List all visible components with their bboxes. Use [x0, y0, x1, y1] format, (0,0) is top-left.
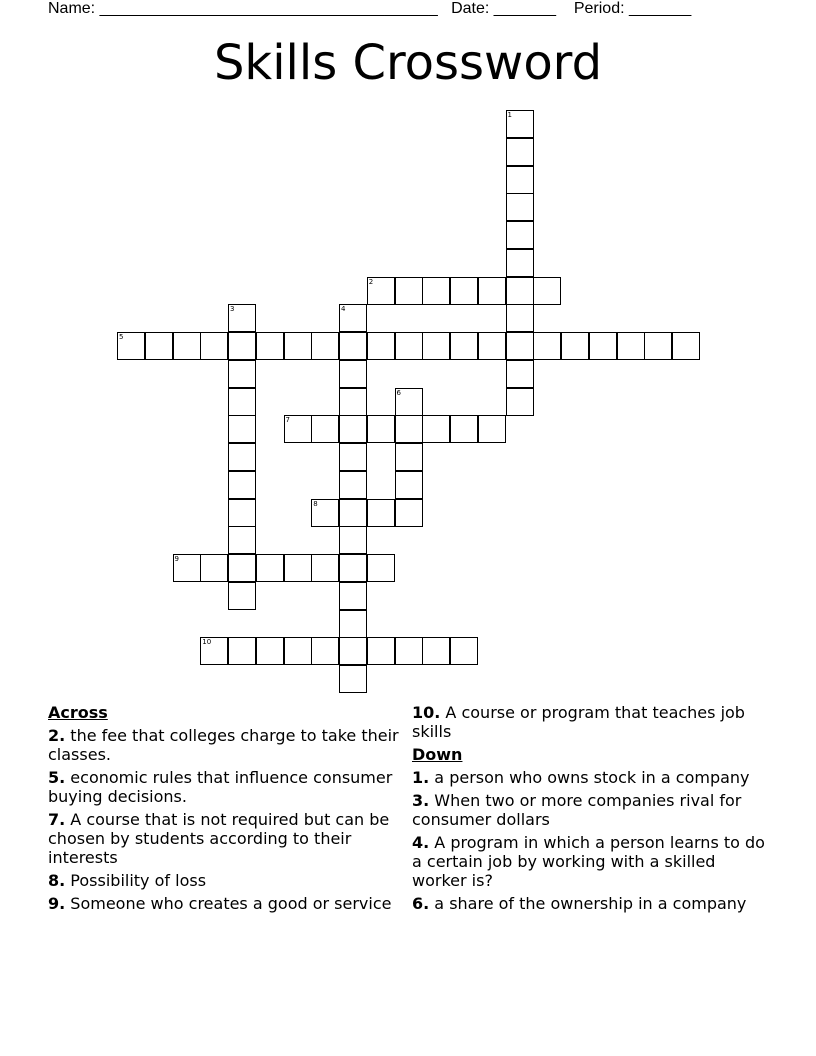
- grid-cell[interactable]: [339, 637, 367, 665]
- grid-cell[interactable]: [228, 304, 256, 332]
- grid-cell[interactable]: [311, 499, 339, 527]
- grid-cell[interactable]: [533, 277, 561, 305]
- grid-cell[interactable]: [339, 415, 367, 443]
- grid-cell[interactable]: [339, 526, 367, 554]
- clue-number: 7.: [48, 810, 66, 829]
- clue-item: [48, 894, 403, 913]
- clue-number: 9.: [48, 894, 66, 913]
- grid-cell[interactable]: [339, 332, 367, 360]
- grid-cell[interactable]: [506, 249, 534, 277]
- clue-number-label: 4: [341, 305, 346, 314]
- grid-cell[interactable]: [478, 277, 506, 305]
- grid-cell[interactable]: [395, 415, 423, 443]
- clue-number-label: 9: [174, 555, 179, 563]
- grid-cell[interactable]: [228, 554, 256, 582]
- grid-cell[interactable]: [311, 415, 339, 443]
- across-clue-list-continued: [412, 703, 772, 741]
- name-label: Name:: [48, 0, 96, 17]
- grid-cell[interactable]: [339, 554, 367, 582]
- clue-item: [48, 810, 403, 867]
- clue-item: [412, 791, 772, 829]
- clue-number: 2.: [48, 726, 66, 745]
- grid-cell[interactable]: [450, 415, 478, 443]
- grid-cell[interactable]: [450, 637, 478, 665]
- grid-cell[interactable]: [339, 360, 367, 388]
- grid-cell[interactable]: [506, 360, 534, 388]
- clue-number: 1.: [412, 768, 430, 787]
- clue-number: 3.: [412, 791, 430, 810]
- clue-item: [48, 726, 403, 764]
- grid-cell[interactable]: [228, 388, 256, 416]
- clue-item: [412, 768, 772, 787]
- clue-text: a person who owns stock in a company: [429, 768, 750, 787]
- grid-cell[interactable]: [228, 332, 256, 360]
- clue-number-label: 3: [230, 305, 235, 314]
- clue-text: A course or program that teaches job skills: [412, 703, 745, 741]
- grid-cell[interactable]: [284, 332, 312, 360]
- clue-item: [412, 833, 772, 890]
- grid-cell[interactable]: [228, 415, 256, 443]
- grid-cell[interactable]: [422, 637, 450, 665]
- clues-column-left: [48, 703, 403, 917]
- clue-number-label: 5: [119, 333, 124, 341]
- grid-cell[interactable]: [644, 332, 672, 360]
- clue-item: [48, 768, 403, 806]
- grid-cell[interactable]: [228, 360, 256, 388]
- grid-cell[interactable]: [395, 637, 423, 665]
- clue-number: 10.: [412, 703, 441, 722]
- clue-text: the fee that colleges charge to take their classes.: [48, 726, 399, 764]
- grid-cell[interactable]: [367, 637, 395, 665]
- grid-cell[interactable]: [506, 138, 534, 166]
- grid-cell[interactable]: [200, 332, 228, 360]
- grid-cell[interactable]: [533, 332, 561, 360]
- grid-cell[interactable]: [339, 665, 367, 693]
- grid-cell[interactable]: [256, 637, 284, 665]
- grid-cell[interactable]: [450, 332, 478, 360]
- grid-cell[interactable]: [506, 221, 534, 249]
- grid-cell[interactable]: [145, 332, 173, 360]
- grid-cell[interactable]: [173, 554, 201, 582]
- grid-cell[interactable]: [228, 471, 256, 499]
- grid-cell[interactable]: [173, 332, 201, 360]
- grid-cell[interactable]: [367, 332, 395, 360]
- grid-cell[interactable]: [589, 332, 617, 360]
- grid-cell[interactable]: [395, 332, 423, 360]
- grid-cell[interactable]: [256, 554, 284, 582]
- grid-cell[interactable]: [617, 332, 645, 360]
- grid-cell[interactable]: [339, 304, 367, 332]
- grid-cell[interactable]: [339, 471, 367, 499]
- grid-cell[interactable]: [367, 554, 395, 582]
- grid-cell[interactable]: [506, 193, 534, 221]
- clue-number-label: 2: [368, 277, 374, 286]
- clue-number-label: 1: [507, 111, 512, 119]
- grid-cell[interactable]: [422, 332, 450, 360]
- grid-cell[interactable]: [367, 277, 395, 305]
- clue-number: 5.: [48, 768, 66, 787]
- clue-number: 8.: [48, 871, 66, 890]
- clue-text: a share of the ownership in a company: [429, 894, 747, 913]
- period-field[interactable]: _______: [629, 0, 692, 17]
- grid-cell[interactable]: [117, 332, 145, 360]
- grid-cell[interactable]: [284, 415, 312, 443]
- grid-cell[interactable]: [228, 637, 256, 665]
- grid-cell[interactable]: [422, 277, 450, 305]
- grid-cell[interactable]: [395, 471, 423, 499]
- grid-cell[interactable]: [506, 277, 534, 305]
- grid-cell[interactable]: [367, 415, 395, 443]
- grid-cell[interactable]: [395, 277, 423, 305]
- clue-number: 4.: [412, 833, 430, 852]
- clue-text: Someone who creates a good or service: [65, 894, 392, 913]
- grid-cell[interactable]: [506, 110, 534, 138]
- grid-cell[interactable]: [284, 554, 312, 582]
- clue-text: When two or more companies rival for consumer dollars: [412, 791, 742, 829]
- page-title: Skills Crossword: [213, 35, 603, 91]
- clue-number-label: 6: [396, 388, 401, 397]
- grid-cell[interactable]: [506, 332, 534, 360]
- grid-cell[interactable]: [200, 637, 228, 665]
- across-clue-list: [48, 726, 403, 913]
- grid-cell[interactable]: [395, 499, 423, 527]
- clue-text: Possibility of loss: [65, 871, 207, 890]
- clue-number-label: 7: [285, 416, 290, 425]
- grid-cell[interactable]: [339, 499, 367, 527]
- name-field[interactable]: ______________________________________: [99, 0, 438, 17]
- clue-text: A program in which a person learns to do a certain job by working with a skilled worker is?: [412, 833, 765, 890]
- clues-column-right: [412, 703, 772, 917]
- grid-cell[interactable]: [228, 582, 256, 610]
- clue-item: [412, 703, 772, 741]
- grid-cell[interactable]: [339, 610, 367, 638]
- date-field[interactable]: _______: [493, 0, 557, 17]
- clue-number: 6.: [412, 894, 430, 913]
- grid-cell[interactable]: [284, 637, 312, 665]
- grid-cell[interactable]: [478, 332, 506, 360]
- grid-cell[interactable]: [200, 554, 228, 582]
- grid-cell[interactable]: [339, 388, 367, 416]
- grid-cell[interactable]: [311, 637, 339, 665]
- date-label: Date:: [451, 0, 490, 17]
- grid-cell[interactable]: [339, 582, 367, 610]
- grid-cell[interactable]: [450, 277, 478, 305]
- grid-cell[interactable]: [339, 443, 367, 471]
- period-label: Period:: [573, 0, 625, 17]
- grid-cell[interactable]: [311, 554, 339, 582]
- clue-text: A course that is not required but can be chosen by students according to their interests: [48, 810, 390, 867]
- grid-cell[interactable]: [395, 443, 423, 471]
- clue-item: [412, 894, 772, 913]
- grid-cell[interactable]: [506, 388, 534, 416]
- grid-cell[interactable]: [395, 388, 423, 416]
- grid-cell[interactable]: [672, 332, 700, 360]
- grid-cell[interactable]: [506, 166, 534, 194]
- across-heading: Across: [48, 703, 108, 722]
- grid-cell[interactable]: [561, 332, 589, 360]
- clue-number-label: 10: [202, 638, 212, 647]
- grid-cell[interactable]: [506, 304, 534, 332]
- down-heading: Down: [412, 745, 463, 764]
- grid-cell[interactable]: [422, 415, 450, 443]
- grid-cell[interactable]: [478, 415, 506, 443]
- grid-cell[interactable]: [228, 443, 256, 471]
- grid-cell[interactable]: [256, 332, 284, 360]
- clue-text: economic rules that influence consumer buying decisions.: [48, 768, 393, 806]
- grid-cell[interactable]: [367, 499, 395, 527]
- grid-cell[interactable]: [228, 499, 256, 527]
- clue-number-label: 8: [313, 499, 318, 508]
- clue-item: [48, 871, 403, 890]
- down-clue-list: [412, 768, 772, 913]
- grid-cell[interactable]: [228, 526, 256, 554]
- grid-cell[interactable]: [311, 332, 339, 360]
